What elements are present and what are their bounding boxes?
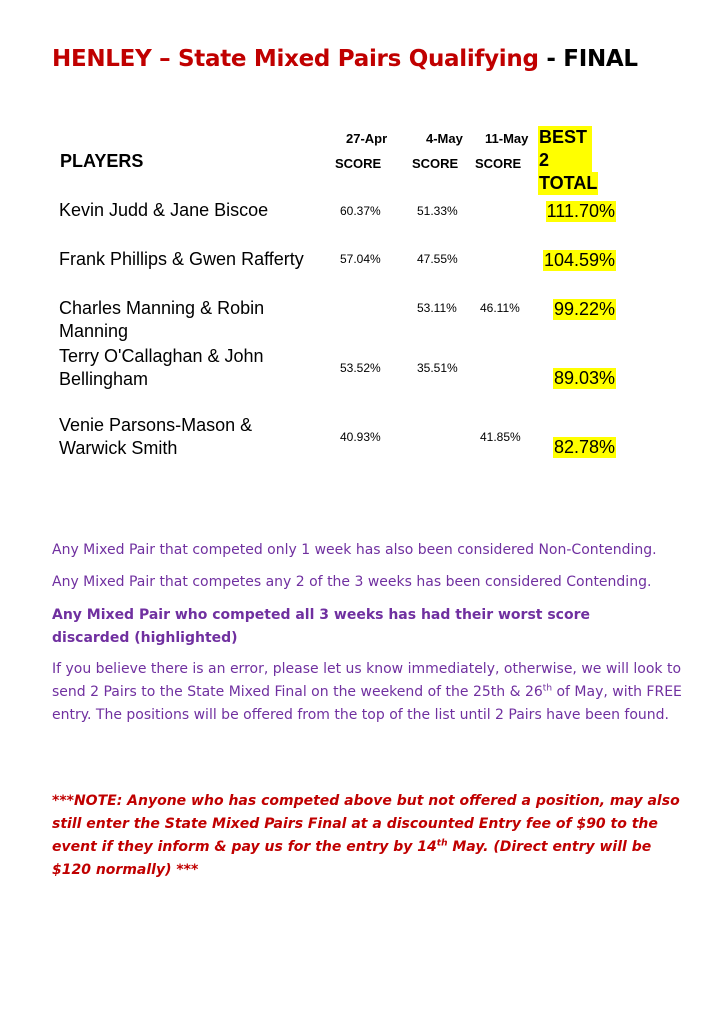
best-total-value: 89.03%: [553, 368, 615, 388]
note-non-contending: Any Mixed Pair that competed only 1 week has also been considered Non-Contending.: [52, 542, 657, 558]
score-header-1: SCORE: [335, 156, 382, 171]
best-total-value: 111.70%: [546, 201, 615, 221]
score-27-apr: 60.37%: [340, 204, 381, 218]
discount-note-sup: th: [436, 838, 448, 849]
page-title: [52, 46, 638, 72]
best-total-value: 82.78%: [553, 437, 615, 457]
note-error-info: [52, 658, 682, 727]
score-27-apr: 40.93%: [340, 430, 381, 444]
score-27-apr: 53.52%: [340, 361, 381, 375]
player-pair-name: Venie Parsons-Mason & Warwick Smith: [59, 415, 253, 458]
note-error-sup: th: [542, 683, 553, 694]
score-header-3: SCORE: [475, 156, 522, 171]
date-header-3: 11-May: [485, 131, 529, 146]
date-header-1: 27-Apr: [346, 131, 388, 146]
player-pair-name: Frank Phillips & Gwen Rafferty: [59, 249, 304, 269]
score-header-2: SCORE: [412, 156, 459, 171]
date-header-2: 4-May: [426, 131, 463, 146]
discount-note: [52, 790, 692, 882]
note-worst-discarded: Any Mixed Pair who competed all 3 weeks has had their worst score discarded (highlighted): [52, 607, 591, 646]
score-27-apr: 57.04%: [340, 252, 381, 266]
player-pair-name: Charles Manning & Robin Manning: [59, 298, 265, 341]
title-final: FINAL: [563, 46, 638, 72]
best-total-value: 104.59%: [543, 250, 615, 270]
title-main: HENLEY – State Mixed Pairs Qualifying: [52, 46, 539, 72]
discount-note-text-1: ***NOTE: Anyone who has competed above but not offered a position, may also still enter the State Mixed Pairs Final at a discounted Entry fee of $90 to the event if they inform & pay us for the entry by 14: [52, 793, 680, 855]
score-4-may: 47.55%: [417, 252, 458, 266]
best-total-header: [538, 126, 598, 195]
players-header: PLAYERS: [60, 151, 144, 171]
note-contending: Any Mixed Pair that competes any 2 of the 3 weeks has been considered Contending.: [52, 574, 652, 590]
player-pair-name: Kevin Judd & Jane Biscoe: [59, 200, 269, 220]
player-pair-name: Terry O'Callaghan & John Bellingham: [59, 346, 264, 389]
score-4-may: 51.33%: [417, 204, 458, 218]
note-error-text-1: If you believe there is an error, please let us know immediately, otherwise, we will look to send 2 Pairs to the State Mixed Final on the weekend of the 25th & 26: [52, 661, 682, 700]
score-11-may: 46.11%: [480, 301, 520, 315]
score-11-may: 41.85%: [480, 430, 521, 444]
score-4-may: 35.51%: [417, 361, 458, 375]
score-4-may: 53.11%: [417, 301, 457, 315]
best-header-line1: BEST 2: [538, 126, 592, 172]
discount-note-text-2: May. (Direct entry will be $120 normally) ***: [52, 839, 652, 878]
best-total-value: 99.22%: [553, 299, 615, 319]
best-header-line2: TOTAL: [539, 173, 598, 193]
title-separator: -: [538, 46, 564, 72]
note-error-text-2: of May, with FREE entry. The positions will be offered from the top of the list until 2 Pairs have been found.: [52, 684, 682, 723]
